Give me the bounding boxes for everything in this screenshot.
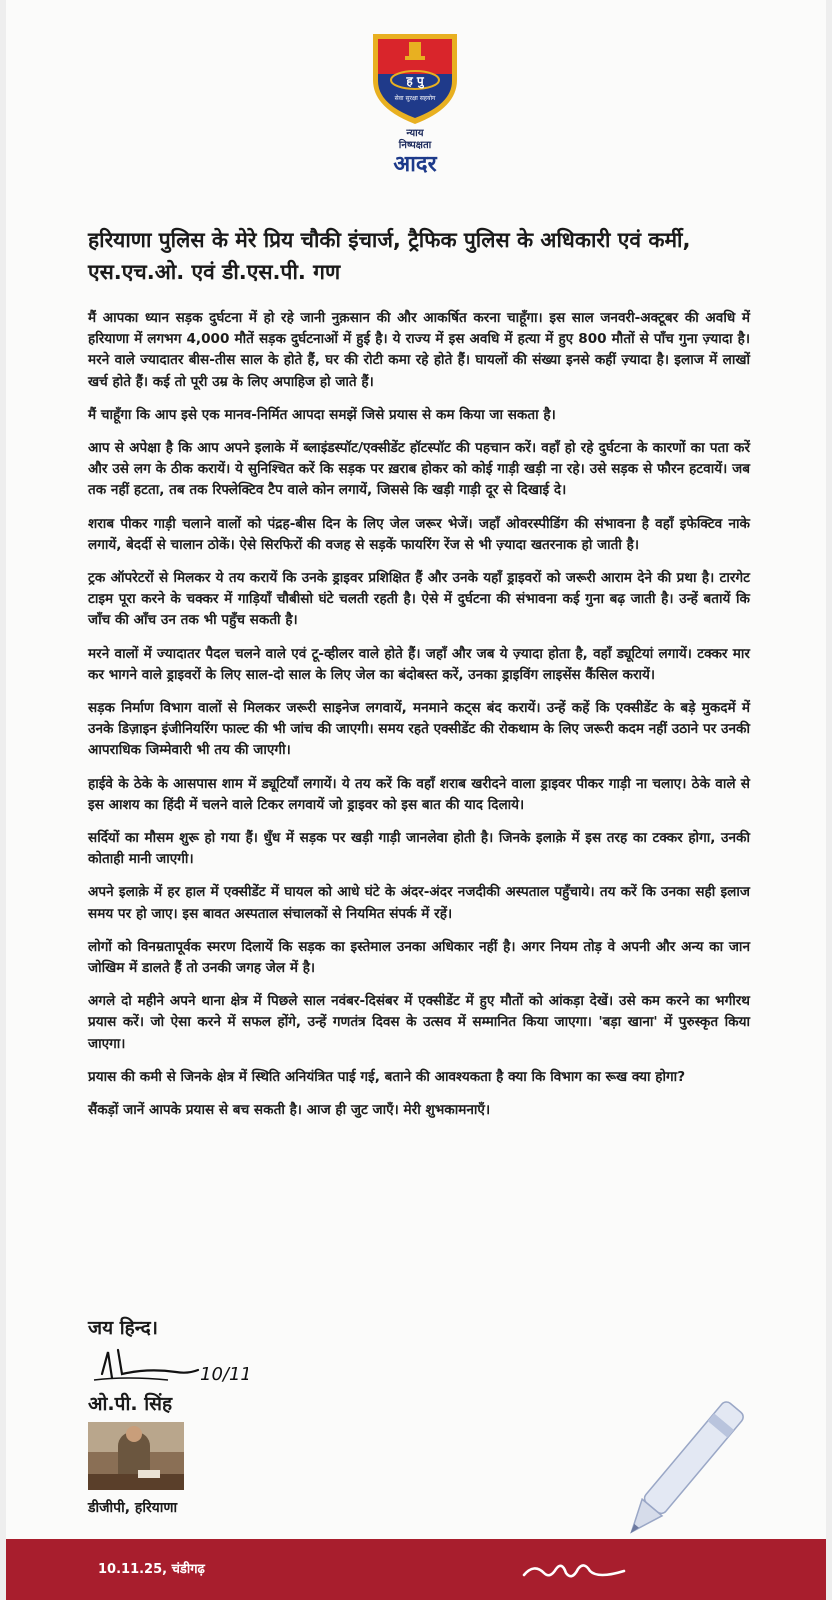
paragraph: मैं चाहूँगा कि आप इसे एक मानव-निर्मित आपदा समझें जिसे प्रयास से कम किया जा सकता है। (88, 406, 556, 423)
signature-date: 10/11 (200, 1364, 248, 1385)
paragraph: हाईवे के ठेके के आसपास शाम में ड्यूटियाँ लगायें। ये तय करें कि वहाँ शराब खरीदने वाला ड्राइवर पीकर गाड़ी ना चलाए। ठेके वाले से इस आशय का हिंदी में चलने वाले टिकर लगवायें जो ड्राइवर को इस बात की याद दिलाये। (88, 775, 750, 813)
motto-nishpakshta: निष्पक्षता (398, 140, 432, 151)
signature-scribble-icon (520, 1555, 630, 1585)
motto-nyay: न्याय (406, 128, 424, 139)
badge-motto: सेवा सुरक्षा सहयोग (394, 95, 436, 102)
paragraph: अपने इलाक़े में हर हाल में एक्सीडेंट में घायल को आधे घंटे के अंदर-अंदर नजदीकी अस्पताल पहुँचाये। तय करें कि उनका सही इलाज समय पर हो जाए। इस बावत अस्पताल संचालकों से नियमित संपर्क में रहें। (88, 884, 750, 922)
pen-icon (616, 1388, 746, 1558)
signatory-name: ओ.पी. सिंह (88, 1393, 173, 1415)
paragraph: सर्दियों का मौसम शुरू हो गया हैं। धुँध में सड़क पर खड़ी गाड़ी जानलेवा होती है। जिनके इलाक़े में इस तरह का टक्कर होगा, उनकी कोताही मानी जाएगी। (88, 830, 750, 868)
salutation: जय हिन्द। (88, 1317, 158, 1339)
letter-body (88, 308, 750, 1133)
motto-aadar: आदर (393, 152, 437, 177)
letter-heading: हरियाणा पुलिस के मेरे प्रिय चौकी इंचार्ज, ट्रैफिक पुलिस के अधिकारी एवं कर्मी, एस.एच.ओ. एवं डी.एस.पी. गण (88, 228, 691, 284)
paragraph: शराब पीकर गाड़ी चलाने वालों को पंद्रह-बीस दिन के लिए जेल जरूर भेजें। जहाँ ओवरस्पीडिंग की संभावना है वहाँ इफेक्टिव नाके लगायें, बेदर्दी से चालान ठोकें। ऐसे सिरफिरों की वजह से सड़कें फायरिंग रेंज से भी ज़्यादा खतरनाक हो जाती है। (88, 515, 750, 553)
footer-date-place: 10.11.25, चंडीगढ़ (98, 1562, 205, 1577)
letter-page (6, 0, 826, 1600)
police-logo (365, 28, 465, 178)
paragraph: ट्रक ऑपरेटरों से मिलकर ये तय करायें कि उनके ड्राइवर प्रशिक्षित हैं और उनके यहाँ ड्राइवरों को जरूरी आराम देने की प्रथा है। टारगेट टाइम पूरा करने के चक्कर में गाड़ियाँ चौबीसो घंटे चलती रहती है। ऐसे में दुर्घटना की संभावना कई गुना बढ़ जाती है। उन्हें बतायें कि जाँच की आँच उन तक भी पहुँच सकती है। (88, 570, 750, 629)
footer-bar (6, 1539, 826, 1600)
paragraph: अगले दो महीने अपने थाना क्षेत्र में पिछले साल नवंबर-दिसंबर में एक्सीडेंट में हुए मौतों को आंकड़ा देखें। उसे कम करने का भगीरथ प्रयास करें। जो ऐसा करने में सफल होंगे, उन्हें गणतंत्र दिवस के उत्सव में सम्मानित किया जाएगा। 'बड़ा खाना' में पुरुस्कृत किया जाएगा। (88, 993, 750, 1052)
paragraph: सड़क निर्माण विभाग वालों से मिलकर जरूरी साइनेज लगवायें, मनमाने कट्स बंद करायें। उन्हें कहें कि एक्सीडेंट के बड़े मुकदमें में उनके डिज़ाइन इंजीनियरिंग फाल्ट की भी जांच की जाएगी। समय रहते एक्सीडेंट की रोकथाम के लिए जरूरी कदम नहीं उठाने पर उनकी आपराधिक जिम्मेवारी भी तय की जाएगी। (88, 700, 750, 759)
sign-off-block (88, 1316, 388, 1518)
paragraph: आप से अपेक्षा है कि आप अपने इलाके में ब्लाइंडस्पॉट/एक्सीडेंट हॉटस्पॉट की पहचान करें। वहाँ हो रहे दुर्घटना के कारणों का पता करें और उसे लग के ठीक करायें। ये सुनिश्चित करें कि सड़क पर ख़राब होकर को कोई गाड़ी खड़ी ना रहे। उसे सड़क से फौरन हटवायें। जब तक नहीं हटता, तब तक रिफ्लेक्टिव टैप वाले कोन लगायें, जिससे कि खड़ी गाड़ी दूर से दिखाई दे। (88, 440, 750, 499)
paragraph: मरने वालों में ज्यादातर पैदल चलने वाले एवं टू-व्हीलर वाले होते हैं। जहाँ और जब ये ज़्यादा होता है, वहाँ ड्यूटियां लगायें। टक्कर मार कर भागने वाले ड्राइवरों के लिए साल-दो साल के लिए जेल का बंदोबस्त करें, उनका ड्राइविंग लाइसेंस कैंसिल करायें। (88, 645, 750, 683)
paragraph: प्रयास की कमी से जिनके क्षेत्र में स्थिति अनियंत्रित पाई गई, बताने की आवश्यकता है क्या कि विभाग का रूख क्या होगा? (88, 1068, 686, 1085)
signatory-designation: डीजीपी, हरियाणा (88, 1500, 178, 1516)
officer-photo (88, 1422, 184, 1490)
paragraph: लोगों को विनम्रतापूर्वक स्मरण दिलायें कि सड़क का इस्तेमाल उनका अधिकार नहीं है। अगर नियम तोड़ वे अपनी और अन्य का जान जोखिम में डालते हैं तो उनकी जगह जेल में है। (88, 938, 750, 977)
handwritten-signature (88, 1344, 248, 1388)
paragraph: सैंकड़ों जानें आपके प्रयास से बच सकती है। आज ही जुट जाएँ। मेरी शुभकामनाएँ। (88, 1102, 491, 1119)
badge-initials: ह पु (406, 74, 424, 88)
paragraph: मैं आपका ध्यान सड़क दुर्घटना में हो रहे जानी नुक़सान की और आकर्षित करना चाहूँगा। इस साल जनवरी-अक्टूबर की अवधि में हरियाणा में लगभग 4,000 मौतें सड़क दुर्घटनाओं में हुई है। ये राज्य में इस अवधि में हत्या में हुए 800 मौतों से पाँच गुना ज़्यादा है। मरने वाले ज्यादातर बीस-तीस साल के होते हैं, घर की रोटी कमा रहे होते हैं। घायलों की संख्या इनसे कहीं ज़्यादा है। इलाज में लाखों खर्च होते हैं। कई तो पूरी उम्र के लिए अपाहिज हो जाते हैं। (88, 310, 750, 390)
haryana-police-badge-icon (367, 28, 463, 126)
